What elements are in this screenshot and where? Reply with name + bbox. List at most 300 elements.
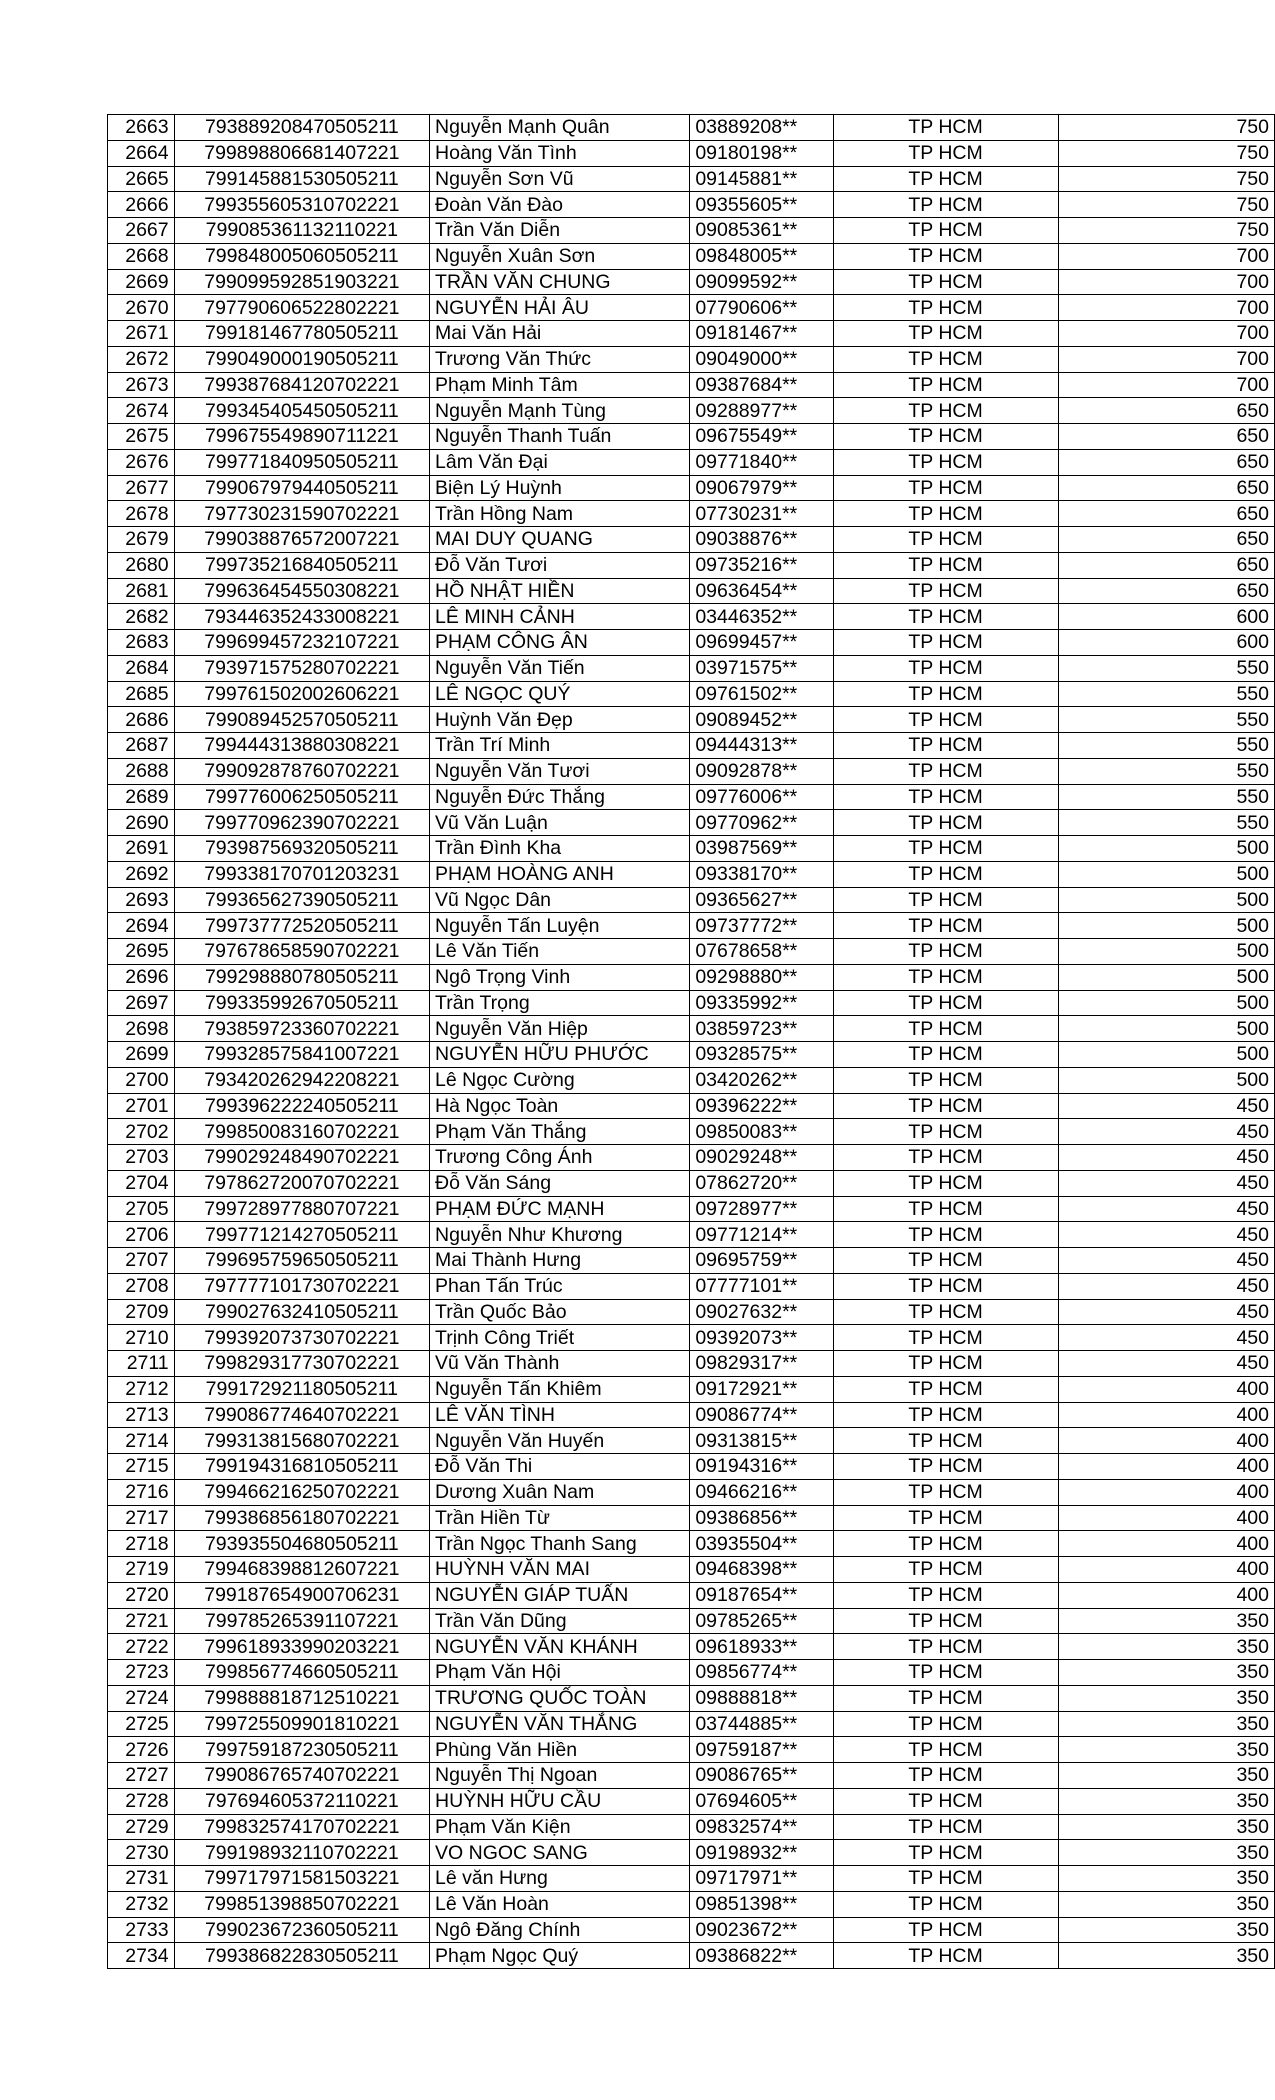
full-name-cell: Nguyễn Văn Tiến	[430, 655, 690, 681]
id-code-cell: 793420262942208221	[174, 1067, 429, 1093]
id-code-cell: 799027632410505211	[174, 1299, 429, 1325]
phone-cell: 07678658**	[690, 939, 833, 965]
table-row	[108, 1866, 1275, 1892]
amount-cell: 650	[1058, 552, 1274, 578]
full-name-cell: NGUYỄN VĂN THẮNG	[430, 1711, 690, 1737]
full-name-cell: Phạm Minh Tâm	[430, 372, 690, 398]
full-name-cell: PHẠM ĐỨC MẠNH	[430, 1196, 690, 1222]
phone-cell: 09180198**	[690, 140, 833, 166]
id-code-cell: 799298880780505211	[174, 964, 429, 990]
full-name-cell: Đỗ Văn Tươi	[430, 552, 690, 578]
table-row	[108, 1660, 1275, 1686]
city-cell: TP HCM	[833, 861, 1058, 887]
amount-cell: 750	[1058, 218, 1274, 244]
table-row	[108, 1943, 1275, 1969]
amount-cell: 350	[1058, 1788, 1274, 1814]
phone-cell: 09092878**	[690, 758, 833, 784]
city-cell: TP HCM	[833, 604, 1058, 630]
id-code-cell: 799761502002606221	[174, 681, 429, 707]
city-cell: TP HCM	[833, 1325, 1058, 1351]
table-row	[108, 1814, 1275, 1840]
row-number-cell: 2684	[108, 655, 175, 681]
phone-cell: 09717971**	[690, 1866, 833, 1892]
row-number-cell: 2696	[108, 964, 175, 990]
amount-cell: 450	[1058, 1325, 1274, 1351]
city-cell: TP HCM	[833, 990, 1058, 1016]
phone-cell: 07862720**	[690, 1170, 833, 1196]
id-code-cell: 797678658590702221	[174, 939, 429, 965]
table-row	[108, 1479, 1275, 1505]
phone-cell: 09618933**	[690, 1634, 833, 1660]
amount-cell: 750	[1058, 166, 1274, 192]
phone-cell: 09298880**	[690, 964, 833, 990]
table-row	[108, 707, 1275, 733]
row-number-cell: 2712	[108, 1376, 175, 1402]
phone-cell: 09466216**	[690, 1479, 833, 1505]
phone-cell: 03420262**	[690, 1067, 833, 1093]
amount-cell: 700	[1058, 269, 1274, 295]
id-code-cell: 799725509901810221	[174, 1711, 429, 1737]
phone-cell: 09832574**	[690, 1814, 833, 1840]
row-number-cell: 2681	[108, 578, 175, 604]
id-code-cell: 799468398812607221	[174, 1557, 429, 1583]
id-code-cell: 799345405450505211	[174, 398, 429, 424]
row-number-cell: 2695	[108, 939, 175, 965]
city-cell: TP HCM	[833, 1943, 1058, 1969]
phone-cell: 03987569**	[690, 836, 833, 862]
id-code-cell: 799067979440505211	[174, 475, 429, 501]
table-row	[108, 836, 1275, 862]
table-row	[108, 1273, 1275, 1299]
city-cell: TP HCM	[833, 115, 1058, 141]
city-cell: TP HCM	[833, 1351, 1058, 1377]
row-number-cell: 2730	[108, 1840, 175, 1866]
amount-cell: 700	[1058, 346, 1274, 372]
id-code-cell: 799759187230505211	[174, 1737, 429, 1763]
phone-cell: 09099592**	[690, 269, 833, 295]
full-name-cell: Lâm Văn Đại	[430, 449, 690, 475]
row-number-cell: 2724	[108, 1685, 175, 1711]
row-number-cell: 2727	[108, 1763, 175, 1789]
row-number-cell: 2729	[108, 1814, 175, 1840]
amount-cell: 400	[1058, 1531, 1274, 1557]
full-name-cell: Nguyễn Tấn Luyện	[430, 913, 690, 939]
full-name-cell: Trịnh Công Triết	[430, 1325, 690, 1351]
phone-cell: 03859723**	[690, 1016, 833, 1042]
row-number-cell: 2692	[108, 861, 175, 887]
id-code-cell: 793935504680505211	[174, 1531, 429, 1557]
full-name-cell: Lê Văn Tiến	[430, 939, 690, 965]
id-code-cell: 799386856180702221	[174, 1505, 429, 1531]
full-name-cell: Nguyễn Mạnh Quân	[430, 115, 690, 141]
full-name-cell: Mai Thành Hưng	[430, 1248, 690, 1274]
full-name-cell: HUỲNH VĂN MAI	[430, 1557, 690, 1583]
id-code-cell: 797777101730702221	[174, 1273, 429, 1299]
amount-cell: 550	[1058, 810, 1274, 836]
table-row	[108, 1222, 1275, 1248]
amount-cell: 450	[1058, 1196, 1274, 1222]
id-code-cell: 793971575280702221	[174, 655, 429, 681]
city-cell: TP HCM	[833, 1634, 1058, 1660]
full-name-cell: PHẠM HOÀNG ANH	[430, 861, 690, 887]
phone-cell: 09848005**	[690, 243, 833, 269]
amount-cell: 600	[1058, 604, 1274, 630]
amount-cell: 350	[1058, 1711, 1274, 1737]
table-body	[108, 115, 1275, 1969]
city-cell: TP HCM	[833, 630, 1058, 656]
amount-cell: 500	[1058, 836, 1274, 862]
table-row	[108, 1505, 1275, 1531]
city-cell: TP HCM	[833, 707, 1058, 733]
phone-cell: 09187654**	[690, 1582, 833, 1608]
full-name-cell: Nguyễn Văn Huyến	[430, 1428, 690, 1454]
table-row	[108, 1145, 1275, 1171]
id-code-cell: 799198932110702221	[174, 1840, 429, 1866]
amount-cell: 400	[1058, 1582, 1274, 1608]
full-name-cell: MAI DUY QUANG	[430, 527, 690, 553]
city-cell: TP HCM	[833, 1273, 1058, 1299]
full-name-cell: Trần Hiền Từ	[430, 1505, 690, 1531]
city-cell: TP HCM	[833, 1170, 1058, 1196]
full-name-cell: NGUYỄN VĂN KHÁNH	[430, 1634, 690, 1660]
amount-cell: 500	[1058, 964, 1274, 990]
city-cell: TP HCM	[833, 1557, 1058, 1583]
table-row	[108, 1402, 1275, 1428]
city-cell: TP HCM	[833, 1685, 1058, 1711]
phone-cell: 09392073**	[690, 1325, 833, 1351]
city-cell: TP HCM	[833, 321, 1058, 347]
full-name-cell: NGUYỄN GIÁP TUẤN	[430, 1582, 690, 1608]
row-number-cell: 2708	[108, 1273, 175, 1299]
id-code-cell: 799466216250702221	[174, 1479, 429, 1505]
amount-cell: 500	[1058, 1042, 1274, 1068]
amount-cell: 350	[1058, 1737, 1274, 1763]
amount-cell: 650	[1058, 578, 1274, 604]
city-cell: TP HCM	[833, 192, 1058, 218]
full-name-cell: LÊ NGỌC QUÝ	[430, 681, 690, 707]
phone-cell: 07694605**	[690, 1788, 833, 1814]
row-number-cell: 2673	[108, 372, 175, 398]
full-name-cell: Trương Văn Thức	[430, 346, 690, 372]
full-name-cell: Trương Công Ánh	[430, 1145, 690, 1171]
row-number-cell: 2713	[108, 1402, 175, 1428]
row-number-cell: 2709	[108, 1299, 175, 1325]
phone-cell: 09759187**	[690, 1737, 833, 1763]
table-row	[108, 1170, 1275, 1196]
phone-cell: 09728977**	[690, 1196, 833, 1222]
amount-cell: 450	[1058, 1248, 1274, 1274]
amount-cell: 400	[1058, 1479, 1274, 1505]
row-number-cell: 2667	[108, 218, 175, 244]
full-name-cell: Trần Văn Diễn	[430, 218, 690, 244]
amount-cell: 700	[1058, 295, 1274, 321]
phone-cell: 09468398**	[690, 1557, 833, 1583]
table-row	[108, 1454, 1275, 1480]
table-row	[108, 501, 1275, 527]
full-name-cell: LÊ VĂN TÌNH	[430, 1402, 690, 1428]
city-cell: TP HCM	[833, 578, 1058, 604]
full-name-cell: Nguyễn Xuân Sơn	[430, 243, 690, 269]
table-row	[108, 321, 1275, 347]
id-code-cell: 799771840950505211	[174, 449, 429, 475]
table-row	[108, 1840, 1275, 1866]
row-number-cell: 2689	[108, 784, 175, 810]
amount-cell: 650	[1058, 501, 1274, 527]
id-code-cell: 799392073730702221	[174, 1325, 429, 1351]
phone-cell: 07730231**	[690, 501, 833, 527]
row-number-cell: 2698	[108, 1016, 175, 1042]
city-cell: TP HCM	[833, 243, 1058, 269]
phone-cell: 09089452**	[690, 707, 833, 733]
row-number-cell: 2674	[108, 398, 175, 424]
row-number-cell: 2675	[108, 424, 175, 450]
amount-cell: 550	[1058, 655, 1274, 681]
id-code-cell: 799856774660505211	[174, 1660, 429, 1686]
row-number-cell: 2716	[108, 1479, 175, 1505]
row-number-cell: 2683	[108, 630, 175, 656]
amount-cell: 550	[1058, 681, 1274, 707]
phone-cell: 09086765**	[690, 1763, 833, 1789]
table-row	[108, 243, 1275, 269]
city-cell: TP HCM	[833, 1840, 1058, 1866]
id-code-cell: 799194316810505211	[174, 1454, 429, 1480]
table-row	[108, 527, 1275, 553]
amount-cell: 700	[1058, 243, 1274, 269]
phone-cell: 03744885**	[690, 1711, 833, 1737]
phone-cell: 09029248**	[690, 1145, 833, 1171]
id-code-cell: 799355605310702221	[174, 192, 429, 218]
table-row	[108, 1376, 1275, 1402]
row-number-cell: 2726	[108, 1737, 175, 1763]
id-code-cell: 799145881530505211	[174, 166, 429, 192]
id-code-cell: 799313815680702221	[174, 1428, 429, 1454]
phone-cell: 09776006**	[690, 784, 833, 810]
row-number-cell: 2699	[108, 1042, 175, 1068]
amount-cell: 500	[1058, 913, 1274, 939]
id-code-cell: 799888818712510221	[174, 1685, 429, 1711]
amount-cell: 400	[1058, 1505, 1274, 1531]
phone-cell: 09444313**	[690, 733, 833, 759]
phone-cell: 09829317**	[690, 1351, 833, 1377]
amount-cell: 400	[1058, 1428, 1274, 1454]
id-code-cell: 799386822830505211	[174, 1943, 429, 1969]
full-name-cell: Phùng Văn Hiền	[430, 1737, 690, 1763]
row-number-cell: 2733	[108, 1917, 175, 1943]
amount-cell: 350	[1058, 1814, 1274, 1840]
city-cell: TP HCM	[833, 218, 1058, 244]
full-name-cell: Mai Văn Hải	[430, 321, 690, 347]
full-name-cell: Đỗ Văn Sáng	[430, 1170, 690, 1196]
id-code-cell: 797730231590702221	[174, 501, 429, 527]
full-name-cell: HỒ NHẬT HIỀN	[430, 578, 690, 604]
city-cell: TP HCM	[833, 1119, 1058, 1145]
row-number-cell: 2715	[108, 1454, 175, 1480]
id-code-cell: 799737772520505211	[174, 913, 429, 939]
city-cell: TP HCM	[833, 1866, 1058, 1892]
table-row	[108, 424, 1275, 450]
phone-cell: 07777101**	[690, 1273, 833, 1299]
phone-cell: 09338170**	[690, 861, 833, 887]
phone-cell: 03889208**	[690, 115, 833, 141]
full-name-cell: Nguyễn Thanh Tuấn	[430, 424, 690, 450]
full-name-cell: Đoàn Văn Đào	[430, 192, 690, 218]
table-row	[108, 1351, 1275, 1377]
full-name-cell: Nguyễn Văn Tươi	[430, 758, 690, 784]
id-code-cell: 799038876572007221	[174, 527, 429, 553]
city-cell: TP HCM	[833, 1222, 1058, 1248]
city-cell: TP HCM	[833, 372, 1058, 398]
full-name-cell: Vũ Ngọc Dân	[430, 887, 690, 913]
table-row	[108, 1788, 1275, 1814]
amount-cell: 350	[1058, 1608, 1274, 1634]
full-name-cell: Phạm Văn Hội	[430, 1660, 690, 1686]
table-row	[108, 1711, 1275, 1737]
table-row	[108, 372, 1275, 398]
row-number-cell: 2700	[108, 1067, 175, 1093]
table-row	[108, 1042, 1275, 1068]
phone-cell: 09396222**	[690, 1093, 833, 1119]
phone-cell: 03971575**	[690, 655, 833, 681]
city-cell: TP HCM	[833, 1711, 1058, 1737]
phone-cell: 09761502**	[690, 681, 833, 707]
full-name-cell: NGUYỄN HỮU PHƯỚC	[430, 1042, 690, 1068]
city-cell: TP HCM	[833, 1608, 1058, 1634]
amount-cell: 350	[1058, 1943, 1274, 1969]
amount-cell: 350	[1058, 1917, 1274, 1943]
table-row	[108, 1582, 1275, 1608]
full-name-cell: Đỗ Văn Thi	[430, 1454, 690, 1480]
row-number-cell: 2722	[108, 1634, 175, 1660]
phone-cell: 09850083**	[690, 1119, 833, 1145]
table-row	[108, 192, 1275, 218]
row-number-cell: 2720	[108, 1582, 175, 1608]
phone-cell: 09355605**	[690, 192, 833, 218]
city-cell: TP HCM	[833, 527, 1058, 553]
city-cell: TP HCM	[833, 1402, 1058, 1428]
table-row	[108, 166, 1275, 192]
table-row	[108, 1299, 1275, 1325]
phone-cell: 09198932**	[690, 1840, 833, 1866]
row-number-cell: 2723	[108, 1660, 175, 1686]
id-code-cell: 799444313880308221	[174, 733, 429, 759]
row-number-cell: 2703	[108, 1145, 175, 1171]
city-cell: TP HCM	[833, 1248, 1058, 1274]
amount-cell: 400	[1058, 1557, 1274, 1583]
id-code-cell: 793859723360702221	[174, 1016, 429, 1042]
amount-cell: 450	[1058, 1119, 1274, 1145]
row-number-cell: 2690	[108, 810, 175, 836]
row-number-cell: 2671	[108, 321, 175, 347]
amount-cell: 700	[1058, 321, 1274, 347]
row-number-cell: 2719	[108, 1557, 175, 1583]
amount-cell: 650	[1058, 527, 1274, 553]
id-code-cell: 799785265391107221	[174, 1608, 429, 1634]
amount-cell: 550	[1058, 707, 1274, 733]
table-row	[108, 552, 1275, 578]
full-name-cell: Phạm Văn Kiện	[430, 1814, 690, 1840]
phone-cell: 09695759**	[690, 1248, 833, 1274]
full-name-cell: Trần Trọng	[430, 990, 690, 1016]
row-number-cell: 2666	[108, 192, 175, 218]
full-name-cell: Phạm Văn Thắng	[430, 1119, 690, 1145]
phone-cell: 09888818**	[690, 1685, 833, 1711]
city-cell: TP HCM	[833, 1145, 1058, 1171]
phone-cell: 09313815**	[690, 1428, 833, 1454]
row-number-cell: 2731	[108, 1866, 175, 1892]
amount-cell: 350	[1058, 1660, 1274, 1686]
table-row	[108, 1634, 1275, 1660]
phone-cell: 09636454**	[690, 578, 833, 604]
table-row	[108, 346, 1275, 372]
row-number-cell: 2721	[108, 1608, 175, 1634]
id-code-cell: 799695759650505211	[174, 1248, 429, 1274]
id-code-cell: 799699457232107221	[174, 630, 429, 656]
amount-cell: 500	[1058, 887, 1274, 913]
id-code-cell: 799851398850702221	[174, 1891, 429, 1917]
city-cell: TP HCM	[833, 1660, 1058, 1686]
city-cell: TP HCM	[833, 140, 1058, 166]
city-cell: TP HCM	[833, 1505, 1058, 1531]
amount-cell: 350	[1058, 1840, 1274, 1866]
phone-cell: 09737772**	[690, 913, 833, 939]
row-number-cell: 2665	[108, 166, 175, 192]
full-name-cell: Lê Ngọc Cường	[430, 1067, 690, 1093]
amount-cell: 650	[1058, 475, 1274, 501]
city-cell: TP HCM	[833, 1917, 1058, 1943]
amount-cell: 400	[1058, 1376, 1274, 1402]
table-row	[108, 218, 1275, 244]
table-row	[108, 861, 1275, 887]
city-cell: TP HCM	[833, 1763, 1058, 1789]
phone-cell: 09675549**	[690, 424, 833, 450]
id-code-cell: 799387684120702221	[174, 372, 429, 398]
row-number-cell: 2678	[108, 501, 175, 527]
full-name-cell: Phan Tấn Trúc	[430, 1273, 690, 1299]
id-code-cell: 799771214270505211	[174, 1222, 429, 1248]
full-name-cell: Dương Xuân Nam	[430, 1479, 690, 1505]
city-cell: TP HCM	[833, 424, 1058, 450]
city-cell: TP HCM	[833, 1299, 1058, 1325]
amount-cell: 650	[1058, 398, 1274, 424]
row-number-cell: 2668	[108, 243, 175, 269]
phone-cell: 09335992**	[690, 990, 833, 1016]
city-cell: TP HCM	[833, 1737, 1058, 1763]
phone-cell: 09771214**	[690, 1222, 833, 1248]
full-name-cell: Huỳnh Văn Đẹp	[430, 707, 690, 733]
amount-cell: 350	[1058, 1891, 1274, 1917]
id-code-cell: 799049000190505211	[174, 346, 429, 372]
amount-cell: 400	[1058, 1402, 1274, 1428]
table-row	[108, 398, 1275, 424]
table-row	[108, 1248, 1275, 1274]
full-name-cell: HUỲNH HỮU CẦU	[430, 1788, 690, 1814]
table-row	[108, 1737, 1275, 1763]
amount-cell: 500	[1058, 990, 1274, 1016]
amount-cell: 700	[1058, 372, 1274, 398]
city-cell: TP HCM	[833, 1042, 1058, 1068]
full-name-cell: TRƯƠNG QUỐC TOÀN	[430, 1685, 690, 1711]
amount-cell: 450	[1058, 1093, 1274, 1119]
row-number-cell: 2707	[108, 1248, 175, 1274]
row-number-cell: 2702	[108, 1119, 175, 1145]
phone-cell: 09288977**	[690, 398, 833, 424]
row-number-cell: 2694	[108, 913, 175, 939]
row-number-cell: 2686	[108, 707, 175, 733]
full-name-cell: Hà Ngọc Toàn	[430, 1093, 690, 1119]
table-row	[108, 449, 1275, 475]
table-row	[108, 578, 1275, 604]
row-number-cell: 2693	[108, 887, 175, 913]
